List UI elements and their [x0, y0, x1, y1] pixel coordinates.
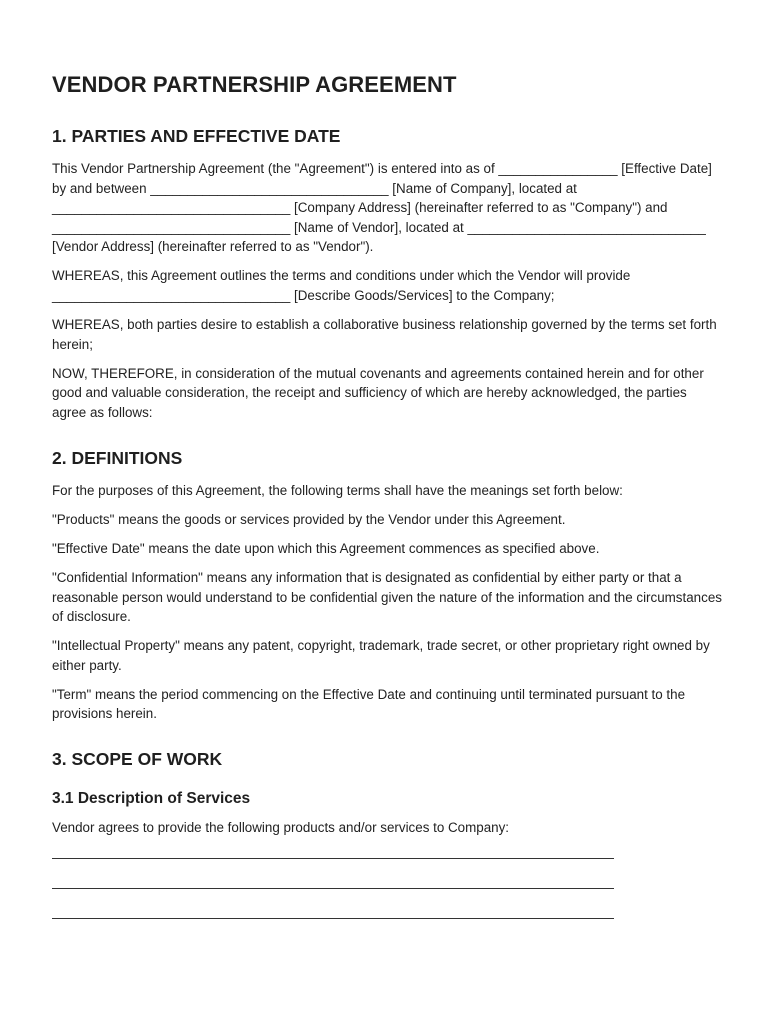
- services-blank-line: [52, 888, 614, 889]
- definition-term: "Term" means the period commencing on the Effective Date and continuing until terminated pursuant to the provisions herein.: [52, 686, 686, 722]
- section-heading-scope: 3. SCOPE OF WORK: [52, 749, 223, 770]
- definitions-intro: For the purposes of this Agreement, the following terms shall have the meanings set forth below:: [52, 482, 623, 498]
- whereas-relationship-paragraph: WHEREAS, both parties desire to establish a collaborative business relationship governed by the terms set forth herein;: [52, 317, 717, 352]
- section-definitions: [52, 446, 724, 724]
- section-scope-of-work: [52, 747, 724, 919]
- section-heading-parties: 1. PARTIES AND EFFECTIVE DATE: [52, 126, 341, 146]
- definition-products: "Products" means the goods or services provided by the Vendor under this Agreement.: [52, 511, 566, 527]
- parties-paragraph: This Vendor Partnership Agreement (the "Agreement") is entered into as of ________________ [Effective Date] by and between ________________________________ [Name of Company], located at ________________________________ [Company Address] (hereinafter referred to as "Company") and ________________________________ [Name of Vendor], located at ________________________________ [Vendor Address] (hereinafter referred to as "Vendor").: [52, 161, 712, 255]
- definition-effective-date: "Effective Date" means the date upon which this Agreement commences as specified above.: [52, 540, 600, 556]
- definition-confidential-information: "Confidential Information" means any information that is designated as confidential by either party or that a reasonable person would understand to be confidential given the nature of the information and the circumstances of disclosure.: [52, 569, 722, 625]
- whereas-goods-paragraph: WHEREAS, this Agreement outlines the terms and conditions under which the Vendor will provide ________________________________ [Describe Goods/Services] to the Company;: [52, 268, 631, 304]
- section-heading-definitions: 2. DEFINITIONS: [52, 447, 183, 468]
- definition-intellectual-property: "Intellectual Property" means any patent, copyright, trademark, trade secret, or other proprietary right owned by either party.: [52, 638, 710, 673]
- services-intro: Vendor agrees to provide the following products and/or services to Company:: [52, 820, 510, 836]
- now-therefore-paragraph: NOW, THEREFORE, in consideration of the mutual covenants and agreements contained herein and for other good and valuable consideration, the receipt and sufficiency of which are hereby acknowledged, the parties agree as follows:: [52, 365, 704, 421]
- services-blank-line: [52, 858, 614, 859]
- document-title: VENDOR PARTNERSHIP AGREEMENT: [52, 72, 457, 97]
- section-parties: [52, 124, 724, 423]
- services-blank-lines: [52, 858, 724, 919]
- subsection-heading-description: 3.1 Description of Services: [52, 790, 251, 808]
- services-blank-line: [52, 918, 614, 919]
- document-page: [52, 70, 724, 948]
